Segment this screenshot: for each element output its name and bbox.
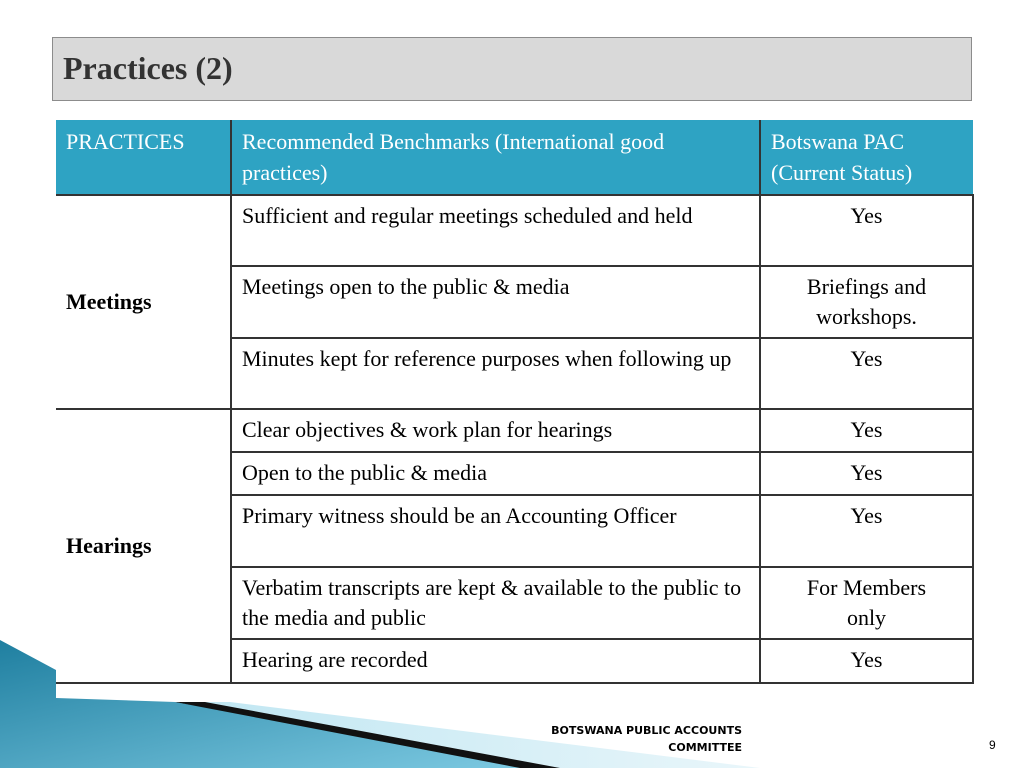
practices-table — [56, 120, 974, 684]
status-cell: Yes — [760, 452, 973, 495]
status-cell: Yes — [760, 338, 973, 409]
benchmark-cell: Minutes kept for reference purposes when following up — [231, 338, 760, 409]
status-cell: Yes — [760, 195, 973, 266]
practice-hearings: Hearings — [56, 409, 231, 683]
benchmark-cell: Open to the public & media — [231, 452, 760, 495]
slide-title: Practices (2) — [63, 50, 233, 86]
header-status: Botswana PAC (Current Status) — [760, 120, 973, 195]
status-cell: Yes — [760, 495, 973, 567]
status-cell: For Members only — [760, 567, 973, 639]
header-benchmarks: Recommended Benchmarks (International good practices) — [231, 120, 760, 195]
status-cell: Yes — [760, 639, 973, 683]
status-cell: Yes — [760, 409, 973, 452]
header-row — [56, 120, 973, 195]
benchmark-cell: Verbatim transcripts are kept & available to the public to the media and public — [231, 567, 760, 639]
footer-org-line1: BOTSWANA PUBLIC ACCOUNTS — [551, 724, 742, 737]
benchmark-cell: Sufficient and regular meetings scheduled and held — [231, 195, 760, 266]
benchmark-cell: Hearing are recorded — [231, 639, 760, 683]
practice-meetings: Meetings — [56, 195, 231, 409]
header-practices: PRACTICES — [56, 120, 231, 195]
footer-org-line2: COMMITTEE — [668, 741, 742, 754]
benchmark-cell: Clear objectives & work plan for hearings — [231, 409, 760, 452]
page-number: 9 — [989, 738, 996, 752]
title-box — [52, 37, 972, 101]
footer-organization — [502, 722, 742, 756]
status-cell: Briefings and workshops. — [760, 266, 973, 338]
benchmark-cell: Meetings open to the public & media — [231, 266, 760, 338]
benchmark-cell: Primary witness should be an Accounting Officer — [231, 495, 760, 567]
table-row — [56, 195, 973, 266]
table-row — [56, 409, 973, 452]
